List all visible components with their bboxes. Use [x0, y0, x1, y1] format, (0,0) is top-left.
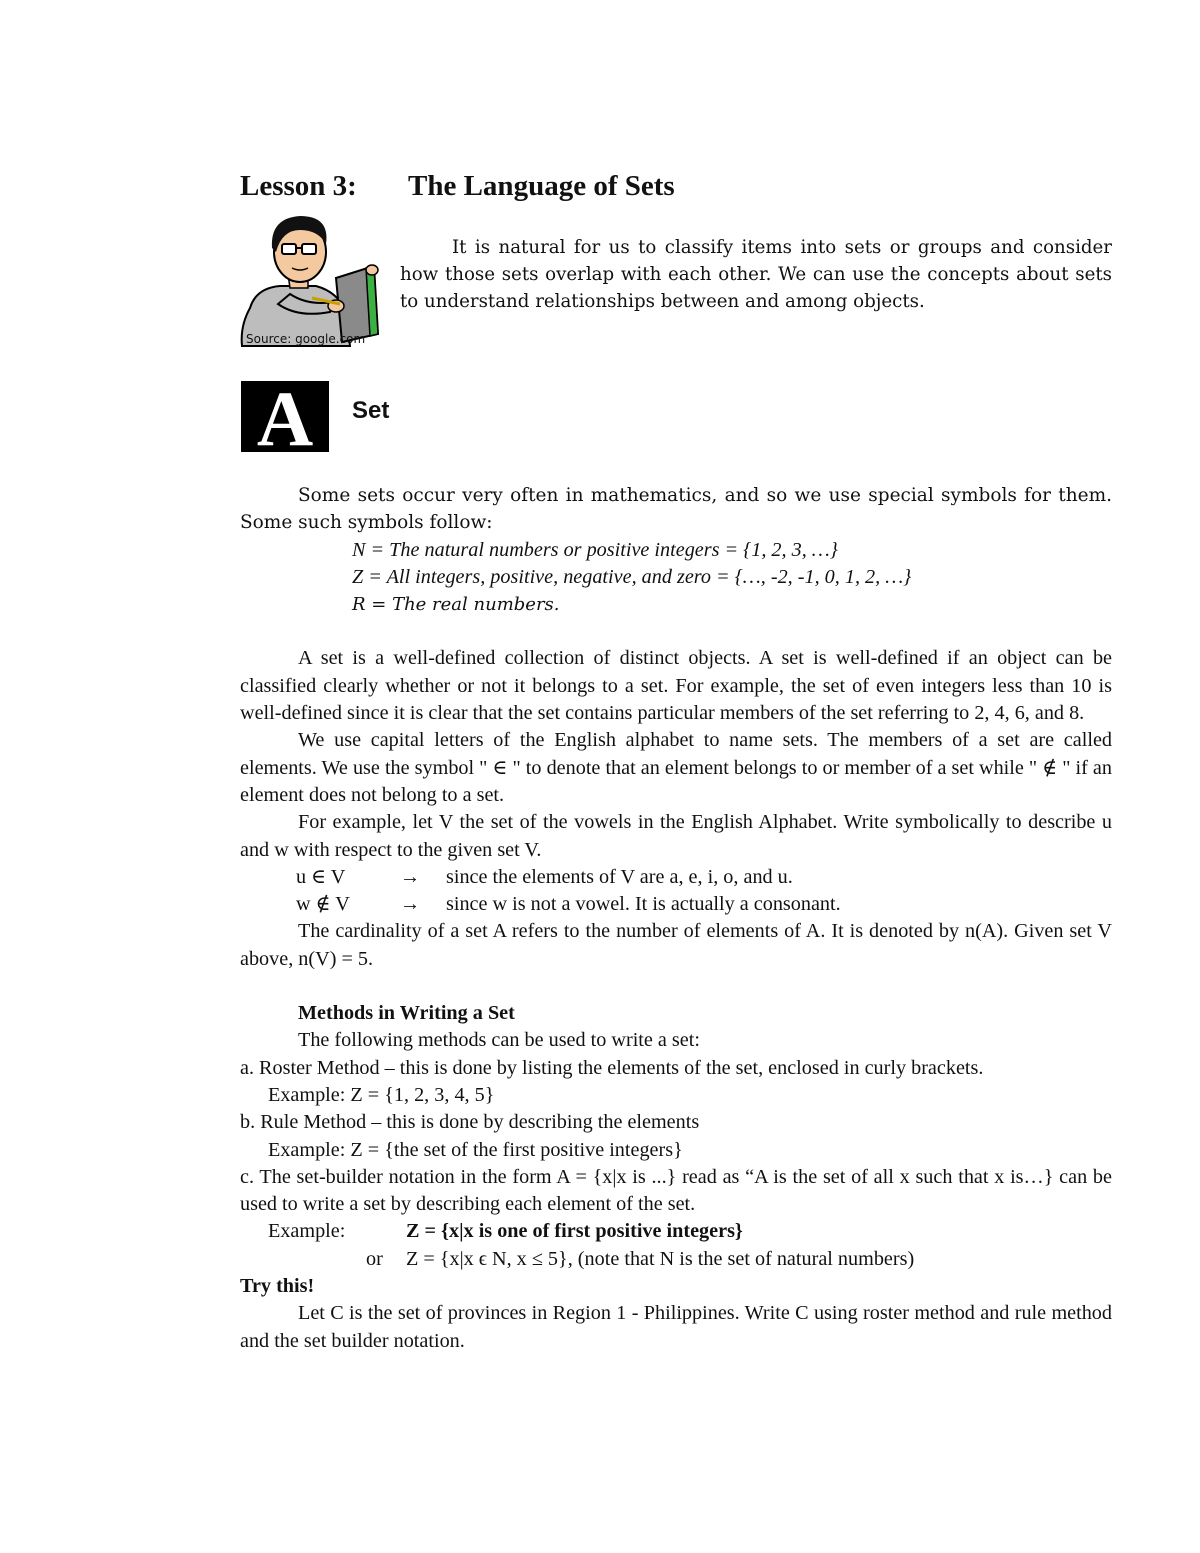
- membership-example-u: [240, 864, 1112, 891]
- set-builder-example-1: [240, 1218, 1112, 1245]
- definition-paragraph-3: For example, let V the set of the vowels in the English Alphabet. Write symbolically to describe u and w with respect to the given set V.: [240, 811, 1112, 861]
- badge-letter: A: [256, 381, 314, 452]
- lesson-title-text: The Language of Sets: [408, 170, 675, 202]
- arrow-icon: →: [400, 865, 421, 888]
- definition-paragraph-1: A set is a well-defined collection of distinct objects. A set is well-defined if an object can be classified clearly whether or not it belongs to a set. For example, the set of even integers less than 10 is well-defined since it is clear that the set contains particular members of the set referring to 2, 4, 6, and 8.: [240, 647, 1112, 725]
- example-u-left: u ∈ V: [296, 865, 346, 888]
- lesson-number: Lesson 3:: [240, 170, 357, 202]
- lesson-title: [240, 170, 675, 203]
- definition-paragraph-2: We use capital letters of the English alphabet to name sets. The members of a set are called elements. We use the symbol " ∈ " to denote that an element belongs to or member of a set while " ∉ " if an element does not belong to a set.: [240, 729, 1112, 806]
- set-builder-example-text-1: Z = {x|x is one of first positive integers}: [406, 1220, 743, 1243]
- method-roster: a. Roster Method – this is done by listing the elements of the set, enclosed in curly brackets.: [240, 1056, 984, 1079]
- cardinality-paragraph: The cardinality of a set A refers to the number of elements of A. It is denoted by n(A). Given set V above, n(V) = 5.: [240, 920, 1112, 970]
- membership-example-w: [240, 891, 1112, 918]
- set-builder-example-2: [240, 1246, 1112, 1273]
- student-reading-clipart-icon: [238, 208, 386, 350]
- symbols-lead: Some sets occur very often in mathematics, and so we use special symbols for them. Some such symbols follow:: [240, 485, 1112, 534]
- example-w-left: w ∉ V: [296, 893, 350, 916]
- example-label: Example:: [268, 1220, 346, 1243]
- method-rule: b. Rule Method – this is done by describing the elements: [240, 1111, 700, 1134]
- lesson-body: [240, 482, 1112, 1355]
- intro-text: It is natural for us to classify items into sets or groups and consider how those sets overlap with each other. We can use the concepts about sets to understand relationships between and among objects.: [400, 237, 1112, 312]
- method-set-builder: c. The set-builder notation in the form A = {x|x is ...} read as “A is the set of all x such that x is…} can be used to write a set by describing each element of the set.: [240, 1165, 1112, 1216]
- methods-heading: Methods in Writing a Set: [298, 1002, 515, 1025]
- example-u-right: since the elements of V are a, e, i, o, and u.: [446, 865, 793, 888]
- try-this-heading: Try this!: [240, 1275, 315, 1298]
- arrow-icon: →: [400, 893, 421, 916]
- example-w-right: since w is not a vowel. It is actually a consonant.: [446, 893, 841, 916]
- method-rule-example: Example: Z = {the set of the first positive integers}: [268, 1138, 683, 1161]
- section-heading-set: Set: [352, 397, 390, 424]
- symbol-n-line: N = The natural numbers or positive integers = {1, 2, 3, …}: [352, 538, 838, 561]
- method-roster-example: Example: Z = {1, 2, 3, 4, 5}: [268, 1083, 495, 1106]
- image-source-caption: Source: google.com: [246, 332, 366, 346]
- intro-paragraph: [400, 234, 1112, 315]
- symbol-z-line: Z = All integers, positive, negative, and zero = {…, -2, -1, 0, 1, 2, …}: [352, 565, 912, 588]
- try-this-text: Let C is the set of provinces in Region 1 - Philippines. Write C using roster method and rule method and the set builder notation.: [240, 1302, 1112, 1352]
- methods-lead: The following methods can be used to write a set:: [298, 1029, 700, 1052]
- symbol-r-line: R = The real numbers.: [352, 594, 560, 616]
- section-badge: [241, 381, 329, 452]
- or-label: or: [366, 1247, 383, 1270]
- set-builder-example-text-2: Z = {x|x ϵ N, x ≤ 5}, (note that N is the set of natural numbers): [406, 1247, 915, 1270]
